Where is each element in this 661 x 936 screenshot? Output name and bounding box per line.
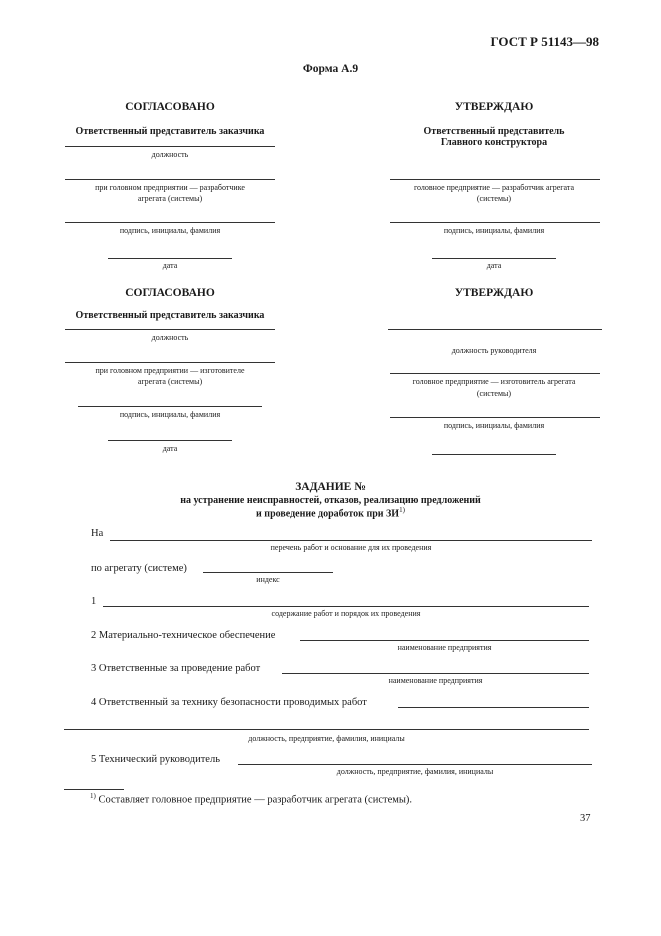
caption-item-2: наименование предприятия xyxy=(397,643,492,652)
footnote-separator xyxy=(64,789,124,790)
label-item-3: 3 Ответственные за проведение работ xyxy=(91,663,261,674)
signature-line xyxy=(65,146,275,147)
footnote-text: Составляет головное предприятие — разработчик агрегата (системы). xyxy=(98,794,413,806)
caption-signature: подпись, инициалы, фамилия xyxy=(443,226,545,235)
footnote-reference: 1) xyxy=(399,506,405,514)
label-item-1: 1 xyxy=(91,596,97,607)
approval-subheading-right-1b: Главного конструктора xyxy=(440,137,548,148)
caption-signature: подпись, инициалы, фамилия xyxy=(119,410,221,419)
field-line-na[interactable] xyxy=(110,540,592,541)
signature-line xyxy=(65,362,275,363)
caption-signature: подпись, инициалы, фамилия xyxy=(119,226,221,235)
caption-enterprise: при головном предприятии — изготовителе xyxy=(95,366,245,375)
signature-line xyxy=(78,406,262,407)
caption-date: дата xyxy=(162,261,178,270)
footnote xyxy=(90,792,412,806)
caption-item-3: наименование предприятия xyxy=(388,676,483,685)
form-title: Форма А.9 xyxy=(302,63,359,75)
approval-heading-right-1: УТВЕРЖДАЮ xyxy=(454,101,534,113)
field-line-item-4[interactable] xyxy=(398,707,589,708)
caption-item-1: содержание работ и порядок их проведения xyxy=(271,609,421,618)
date-line xyxy=(108,440,232,441)
approval-subheading-left-2: Ответственный представитель заказчика xyxy=(75,310,265,321)
field-line-agregat[interactable] xyxy=(203,572,333,573)
signature-line xyxy=(390,222,600,223)
field-line-item-3[interactable] xyxy=(282,673,589,674)
date-line xyxy=(108,258,232,259)
approval-heading-right-2: УТВЕРЖДАЮ xyxy=(454,287,534,299)
caption-date: дата xyxy=(162,444,178,453)
date-line xyxy=(432,258,556,259)
signature-line xyxy=(388,329,602,330)
label-item-2: 2 Материально-техническое обеспечение xyxy=(91,630,276,641)
caption-na: перечень работ и основание для их проведения xyxy=(270,543,432,552)
caption-enterprise: при головном предприятии — разработчике xyxy=(95,183,245,192)
label-na: На xyxy=(91,528,104,539)
caption-item-5: должность, предприятие, фамилия, инициалы xyxy=(336,767,494,776)
caption-enterprise: головное предприятие — изготовитель агрегата xyxy=(412,377,576,386)
caption-enterprise-2: агрегата (системы) xyxy=(137,194,203,203)
caption-enterprise: головное предприятие — разработчик агрегата xyxy=(413,183,575,192)
page-number: 37 xyxy=(580,813,591,824)
field-line-item-1[interactable] xyxy=(103,606,589,607)
signature-line xyxy=(65,222,275,223)
approval-heading-left-1: СОГЛАСОВАНО xyxy=(125,101,215,113)
field-line-item-4-continued[interactable] xyxy=(64,729,589,730)
document-code: ГОСТ Р 51143—98 xyxy=(490,34,599,49)
field-line-item-5[interactable] xyxy=(238,764,592,765)
caption-position: должность xyxy=(151,333,189,342)
signature-line xyxy=(390,179,600,180)
task-title: ЗАДАНИЕ № xyxy=(295,481,366,493)
field-line-item-2[interactable] xyxy=(300,640,589,641)
caption-date: дата xyxy=(486,261,502,270)
caption-agregat: индекс xyxy=(256,575,280,584)
approval-subheading-left-1: Ответственный представитель заказчика xyxy=(75,126,265,137)
signature-line xyxy=(390,373,600,374)
label-item-5: 5 Технический руководитель xyxy=(91,754,220,765)
label-item-4: 4 Ответственный за технику безопасности проводимых работ xyxy=(91,697,367,708)
caption-enterprise-2: (системы) xyxy=(476,194,512,203)
signature-line xyxy=(65,179,275,180)
signature-line xyxy=(65,329,275,330)
label-agregat: по агрегату (системе) xyxy=(91,563,187,574)
approval-subheading-right-1a: Ответственный представитель xyxy=(423,126,565,137)
caption-position: должность xyxy=(151,150,189,159)
caption-signature: подпись, инициалы, фамилия xyxy=(443,421,545,430)
caption-enterprise-2: агрегата (системы) xyxy=(137,377,203,386)
date-line xyxy=(432,454,556,455)
footnote-mark: 1) xyxy=(90,792,96,800)
approval-heading-left-2: СОГЛАСОВАНО xyxy=(125,287,215,299)
caption-position: должность руководителя xyxy=(451,346,537,355)
caption-enterprise-2: (системы) xyxy=(476,389,512,398)
signature-line xyxy=(390,417,600,418)
caption-item-4: должность, предприятие, фамилия, инициалы xyxy=(248,734,405,743)
task-subtitle-1: на устранение неисправностей, отказов, реализацию предложений xyxy=(180,495,481,506)
task-subtitle-2: и проведение доработок при ЗИ$^{1)}$ xyxy=(256,506,405,520)
